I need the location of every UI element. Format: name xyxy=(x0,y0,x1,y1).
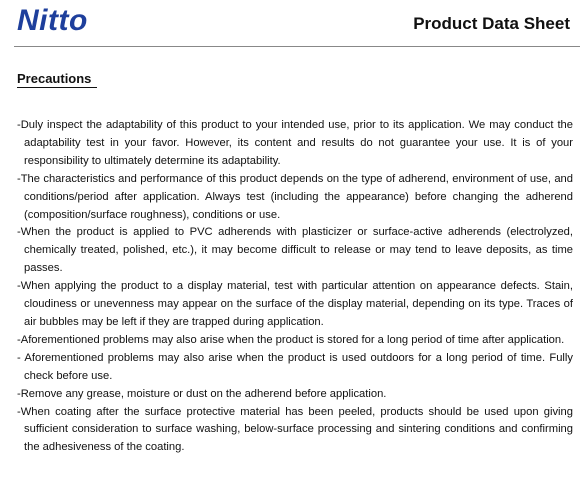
precautions-list xyxy=(17,117,573,457)
section-title: Precautions xyxy=(17,71,92,86)
document-title: Product Data Sheet xyxy=(413,14,570,33)
precaution-item: -The characteristics and performance of this product depends on the type of adherend, environment of use, and conditions/period after application. Always test (including the appearance) before changing the adherend (composition/surface roughness), conditions or use. xyxy=(17,172,573,221)
precaution-item: -Aforementioned problems may also arise when the product is stored for a long period of time after application. xyxy=(17,333,565,346)
header-divider xyxy=(14,46,580,47)
precaution-item: - Aforementioned problems may also arise when the product is used outdoors for a long period of time. Fully check before use. xyxy=(17,351,573,382)
section-title-underline xyxy=(17,87,97,88)
page-header xyxy=(0,0,588,58)
precaution-item: -Duly inspect the adaptability of this product to your intended use, prior to its application. We may conduct the adaptability test in your favor. However, its content and results do not guarantee your use. It is of your responsibility to ultimately determine its adaptability. xyxy=(17,119,573,167)
precaution-item: -When coating after the surface protective material has been peeled, products should be used upon giving sufficient consideration to surface washing, below-surface processing and sintering conditions and confirming the adhesiveness of the coating. xyxy=(17,405,573,454)
precaution-item: -When the product is applied to PVC adherends with plasticizer or surface-active adherends (electrolyzed, chemically treated, polished, etc.), it may become difficult to release or may tend to leave deposits, as time passes. xyxy=(17,226,573,275)
precaution-item: -When applying the product to a display material, test with particular attention on appearance defects. Stain, cloudiness or unevenness may appear on the surface of the display material, depending on its type. Traces of air bubbles may be left if they are trapped during application. xyxy=(17,280,573,328)
precaution-item: -Remove any grease, moisture or dust on the adherend before application. xyxy=(17,387,387,400)
nitto-logo: Nitto xyxy=(17,4,88,37)
